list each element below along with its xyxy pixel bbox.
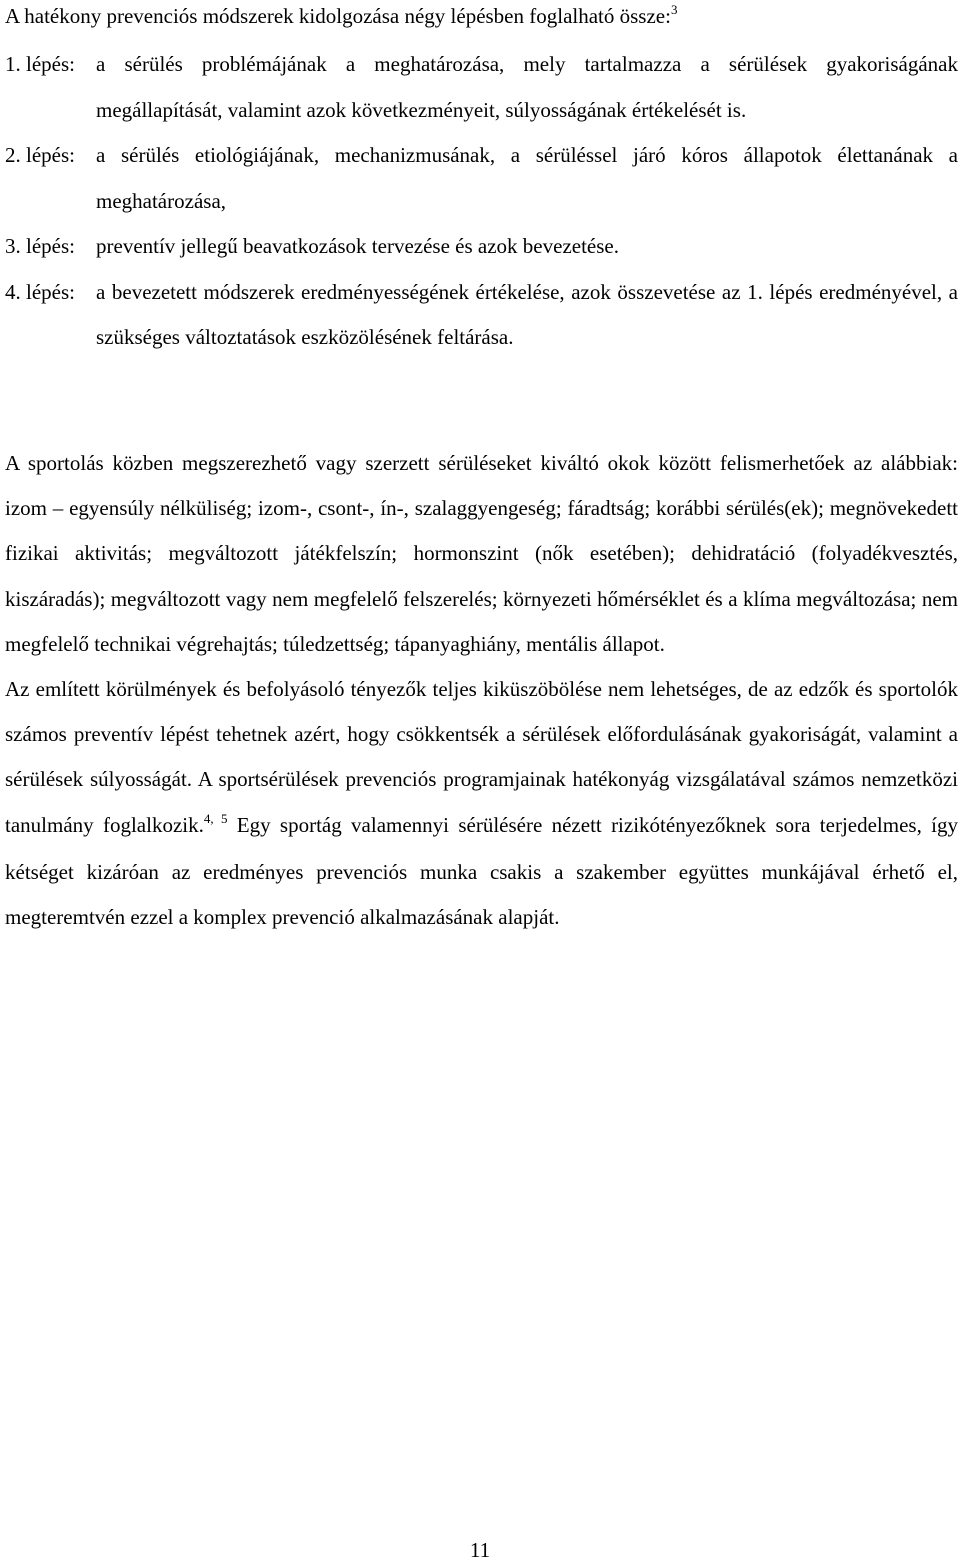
- footnote-ref-separator: ,: [210, 810, 214, 826]
- paragraph-prevention: [5, 667, 958, 940]
- step-item: [5, 133, 958, 224]
- step-label: 2. lépés:: [5, 143, 75, 167]
- footnote-ref-number: 5: [220, 810, 228, 826]
- steps-list: [5, 42, 958, 361]
- step-text: preventív jellegű beavatkozások tervezése és azok bevezetése.: [96, 234, 619, 258]
- step-text: a bevezetett módszerek eredményességének értékelése, azok összevetése az 1. lépés eredményével, a szükséges változtatások eszközölésének feltárása.: [96, 279, 958, 349]
- step-label: 4. lépés:: [5, 279, 75, 304]
- paragraph-risk-factors: A sportolás közben megszerezhető vagy szerzett sérüléseket kiváltó okok között felismerhetőek az alábbiak: izom – egyensúly nélküliség; izom-, csont-, ín-, szalaggyengeség; fáradtság; korábbi sérülés(ek); megnövekedett fizikai aktivitás; megváltozott játékfelszín; hormonszint (nők esetében); dehidratáció (folyadékvesztés, kiszáradás); megváltozott vagy nem megfelelő felszerelés; környezeti hőmérséklet és a klíma megváltozása; nem megfelelő technikai végrehajtás; túledzettség; tápanyaghiány, mentális állapot.: [5, 451, 958, 656]
- step-label: 1. lépés:: [5, 52, 75, 76]
- footnote-ref: 3: [670, 2, 678, 17]
- step-text: a sérülés problémájának a meghatározása, mely tartalmazza a sérülések gyakoriságának megállapítását, valamint azok következményeit, súlyosságának értékelését is.: [96, 52, 958, 122]
- step-item: [5, 224, 958, 270]
- page-number: 11: [469, 1538, 491, 1562]
- step-item: [5, 270, 958, 361]
- footnote-ref: [204, 811, 228, 826]
- step-item: [5, 42, 958, 133]
- step-label: 3. lépés:: [5, 234, 75, 258]
- paragraph-text: Az említett körülmények és befolyásoló tényezők teljes kiküszöbölése nem lehetséges, de az edzők és sportolók számos preventív lépést tehetnek azért, hogy csökkentsék a sérülések előfordulásának gyakoriságát, valamint a sérülések súlyosságát. A sportsérülések prevenciós programjainak hatékonyág vizsgálatával számos nemzetközi tanulmány foglalkozik.: [5, 677, 958, 837]
- footnote-ref-number: 4: [203, 810, 211, 826]
- intro-line: [5, 2, 955, 33]
- step-text: a sérülés etiológiájának, mechanizmusának, a sérüléssel járó kóros állapotok élettanának a meghatározása,: [96, 143, 958, 213]
- intro-text: A hatékony prevenciós módszerek kidolgozása négy lépésben foglalható össze:: [5, 4, 671, 28]
- body-text: [5, 441, 958, 940]
- paragraph-text: Egy sportág valamennyi sérülésére nézett rizikótényezőknek sora terjedelmes, így kétséget kizáróan az eredményes prevenciós munka csakis a szakember együttes munkájával érhető el, megteremtvén ezzel a komplex prevenció alkalmazásának alapját.: [5, 812, 958, 930]
